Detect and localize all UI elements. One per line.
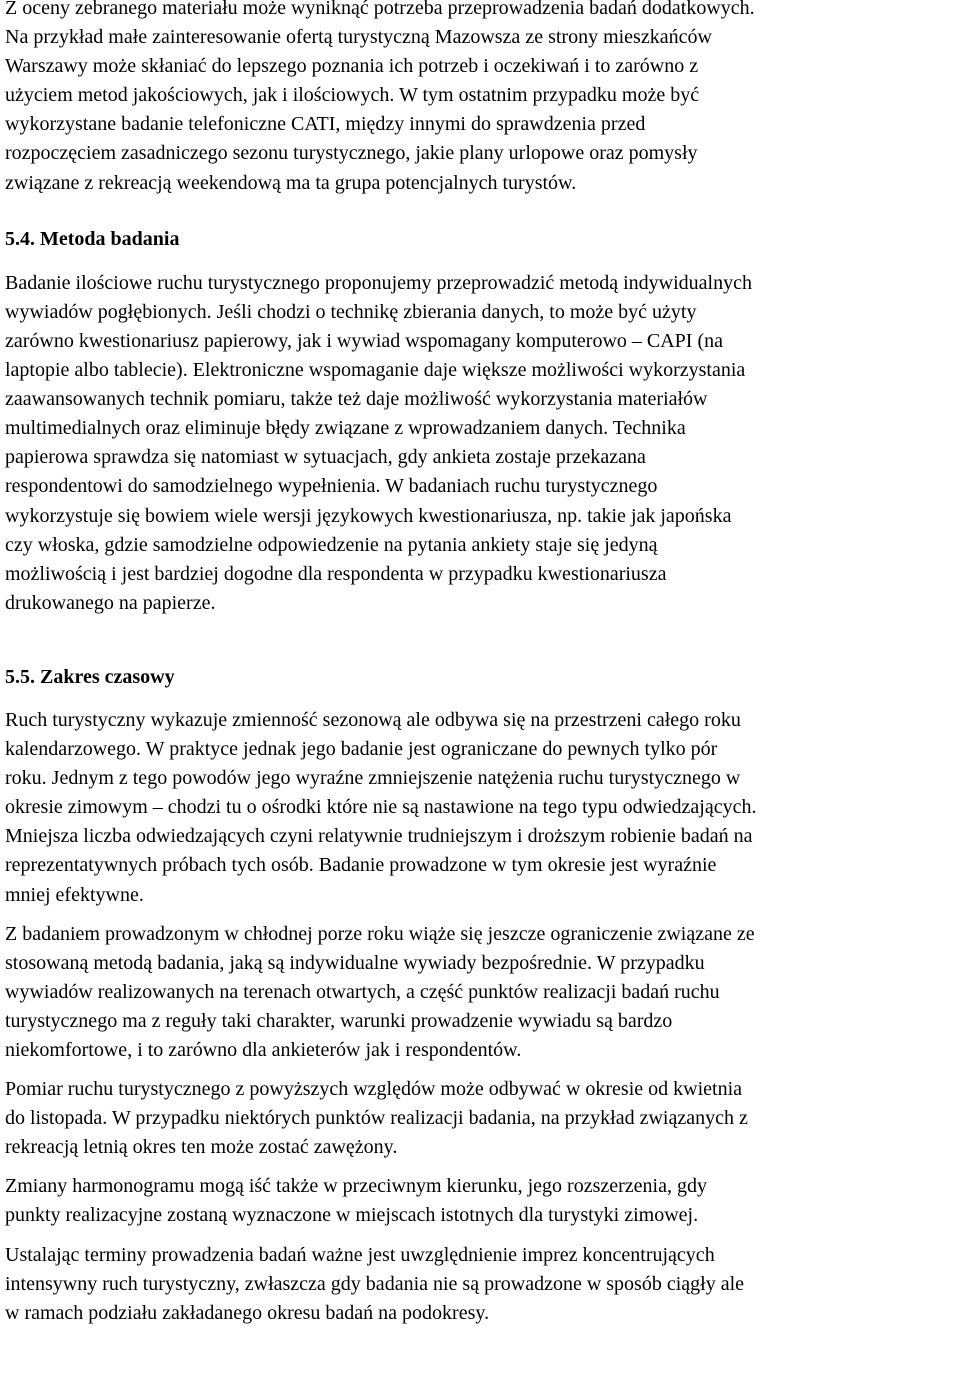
text-line: w ramach podziału zakładanego okresu badań na podokresy. — [5, 1301, 490, 1324]
spacer — [5, 692, 960, 706]
text-line: Z oceny zebranego materiału może wyniknąć potrzeba przeprowadzenia badań dodatkowych. — [5, 0, 755, 19]
text-line: stosowaną metodą badania, jaką są indywidualne wywiady bezpośrednie. W przypadku — [5, 951, 705, 974]
text-line: punkty realizacyjne zostaną wyznaczone w miejscach istotnych dla turystyki zimowej. — [5, 1204, 699, 1227]
text-line: rekreacją letnią okres ten może zostać zawężony. — [5, 1136, 398, 1159]
text-line: wykorzystane badanie telefoniczne CATI, między innymi do sprawdzenia przed — [5, 113, 646, 136]
text-line: wykorzystuje się bowiem wiele wersji językowych kwestionariusza, np. takie jak japońska — [5, 504, 732, 527]
section-5-4-paragraph — [5, 269, 960, 618]
text-line: związane z rekreacją weekendową ma ta grupa potencjalnych turystów. — [5, 171, 577, 194]
section-5-5-paragraph-2 — [5, 920, 960, 1065]
intro-paragraph — [5, 0, 960, 198]
section-5-5-paragraph-1 — [5, 706, 960, 910]
spacer — [5, 1162, 960, 1172]
text-line: Na przykład małe zainteresowanie ofertą turystyczną Mazowsza ze strony mieszkańców — [5, 26, 712, 49]
text-line: Mniejsza liczba odwiedzających czyni relatywnie trudniejszym i droższym robienie badań na — [5, 825, 753, 848]
spacer — [5, 254, 960, 269]
text-line: Warszawy może skłaniać do lepszego poznania ich potrzeb i oczekiwań i to zarówno z — [5, 55, 699, 78]
text-line: Ustalając terminy prowadzenia badań ważne jest uwzględnienie imprez koncentrujących — [5, 1243, 715, 1266]
section-heading-5-5: 5.5. Zakres czasowy — [5, 665, 175, 688]
text-line: turystycznego ma z reguły taki charakter, warunki prowadzenie wywiadu są bardzo — [5, 1009, 673, 1032]
section-5-5-paragraph-5 — [5, 1241, 960, 1328]
text-line: papierowa sprawdza się natomiast w sytuacjach, gdy ankieta zostaje przekazana — [5, 446, 646, 469]
section-5-5-paragraph-4 — [5, 1172, 960, 1230]
text-line: Zmiany harmonogramu mogą iść także w przeciwnym kierunku, jego rozszerzenia, gdy — [5, 1175, 707, 1198]
text-line: mniej efektywne. — [5, 883, 144, 906]
text-line: zarówno kwestionariusz papierowy, jak i wywiad wspomagany komputerowo – CAPI (na — [5, 329, 723, 352]
text-line: zaawansowanych technik pomiaru, także też daje możliwość wykorzystania materiałów — [5, 388, 708, 411]
text-line: intensywny ruch turystyczny, zwłaszcza gdy badania nie są prowadzone w sposób ciągły ale — [5, 1272, 745, 1295]
text-line: respondentowi do samodzielnego wypełnienia. W badaniach ruchu turystycznego — [5, 475, 658, 498]
section-5-5-paragraph-3 — [5, 1075, 960, 1162]
text-line: rozpoczęciem zasadniczego sezonu turystycznego, jakie plany urlopowe oraz pomysły — [5, 142, 698, 165]
spacer — [5, 1065, 960, 1075]
text-line: Z badaniem prowadzonym w chłodnej porze roku wiąże się jeszcze ograniczenie związane ze — [5, 922, 755, 945]
text-line: reprezentatywnych próbach tych osób. Badanie prowadzone w tym okresie jest wyraźnie — [5, 854, 717, 877]
spacer — [5, 910, 960, 920]
text-line: roku. Jednym z tego powodów jego wyraźne zmniejszenie natężenia ruchu turystycznego w — [5, 767, 741, 790]
spacer — [5, 198, 960, 225]
text-line: okresie zimowym – chodzi tu o ośrodki które nie są nastawione na tego typu odwiedzających. — [5, 796, 757, 819]
text-line: wywiadów pogłębionych. Jeśli chodzi o technikę zbierania danych, to może być użyty — [5, 300, 697, 323]
spacer — [5, 618, 960, 663]
text-line: drukowanego na papierze. — [5, 591, 216, 614]
section-heading-5-4: 5.4. Metoda badania — [5, 227, 180, 250]
text-line: multimedialnych oraz eliminuje błędy związane z wprowadzaniem danych. Technika — [5, 417, 686, 440]
text-line: Badanie ilościowe ruchu turystycznego proponujemy przeprowadzić metodą indywidualnych — [5, 271, 752, 294]
text-line: czy włoska, gdzie samodzielne odpowiedzenie na pytania ankiety staje się jedyną — [5, 533, 658, 556]
text-line: laptopie albo tablecie). Elektroniczne wspomaganie daje większe możliwości wykorzystania — [5, 359, 746, 382]
text-line: do listopada. W przypadku niektórych punktów realizacji badania, na przykład związanych z — [5, 1107, 748, 1130]
text-line: Pomiar ruchu turystycznego z powyższych względów może odbywać w okresie od kwietnia — [5, 1078, 743, 1101]
text-line: kalendarzowego. W praktyce jednak jego badanie jest ograniczane do pewnych tylko pór — [5, 738, 718, 761]
text-line: użyciem metod jakościowych, jak i ilościowych. W tym ostatnim przypadku może być — [5, 84, 700, 107]
text-line: możliwością i jest bardziej dogodne dla respondenta w przypadku kwestionariusza — [5, 562, 667, 585]
text-line: niekomfortowe, i to zarówno dla ankieterów jak i respondentów. — [5, 1039, 522, 1061]
text-line: wywiadów realizowanych na terenach otwartych, a część punktów realizacji badań ruchu — [5, 980, 720, 1003]
spacer — [5, 1231, 960, 1241]
text-line: Ruch turystyczny wykazuje zmienność sezonową ale odbywa się na przestrzeni całego roku — [5, 708, 741, 731]
